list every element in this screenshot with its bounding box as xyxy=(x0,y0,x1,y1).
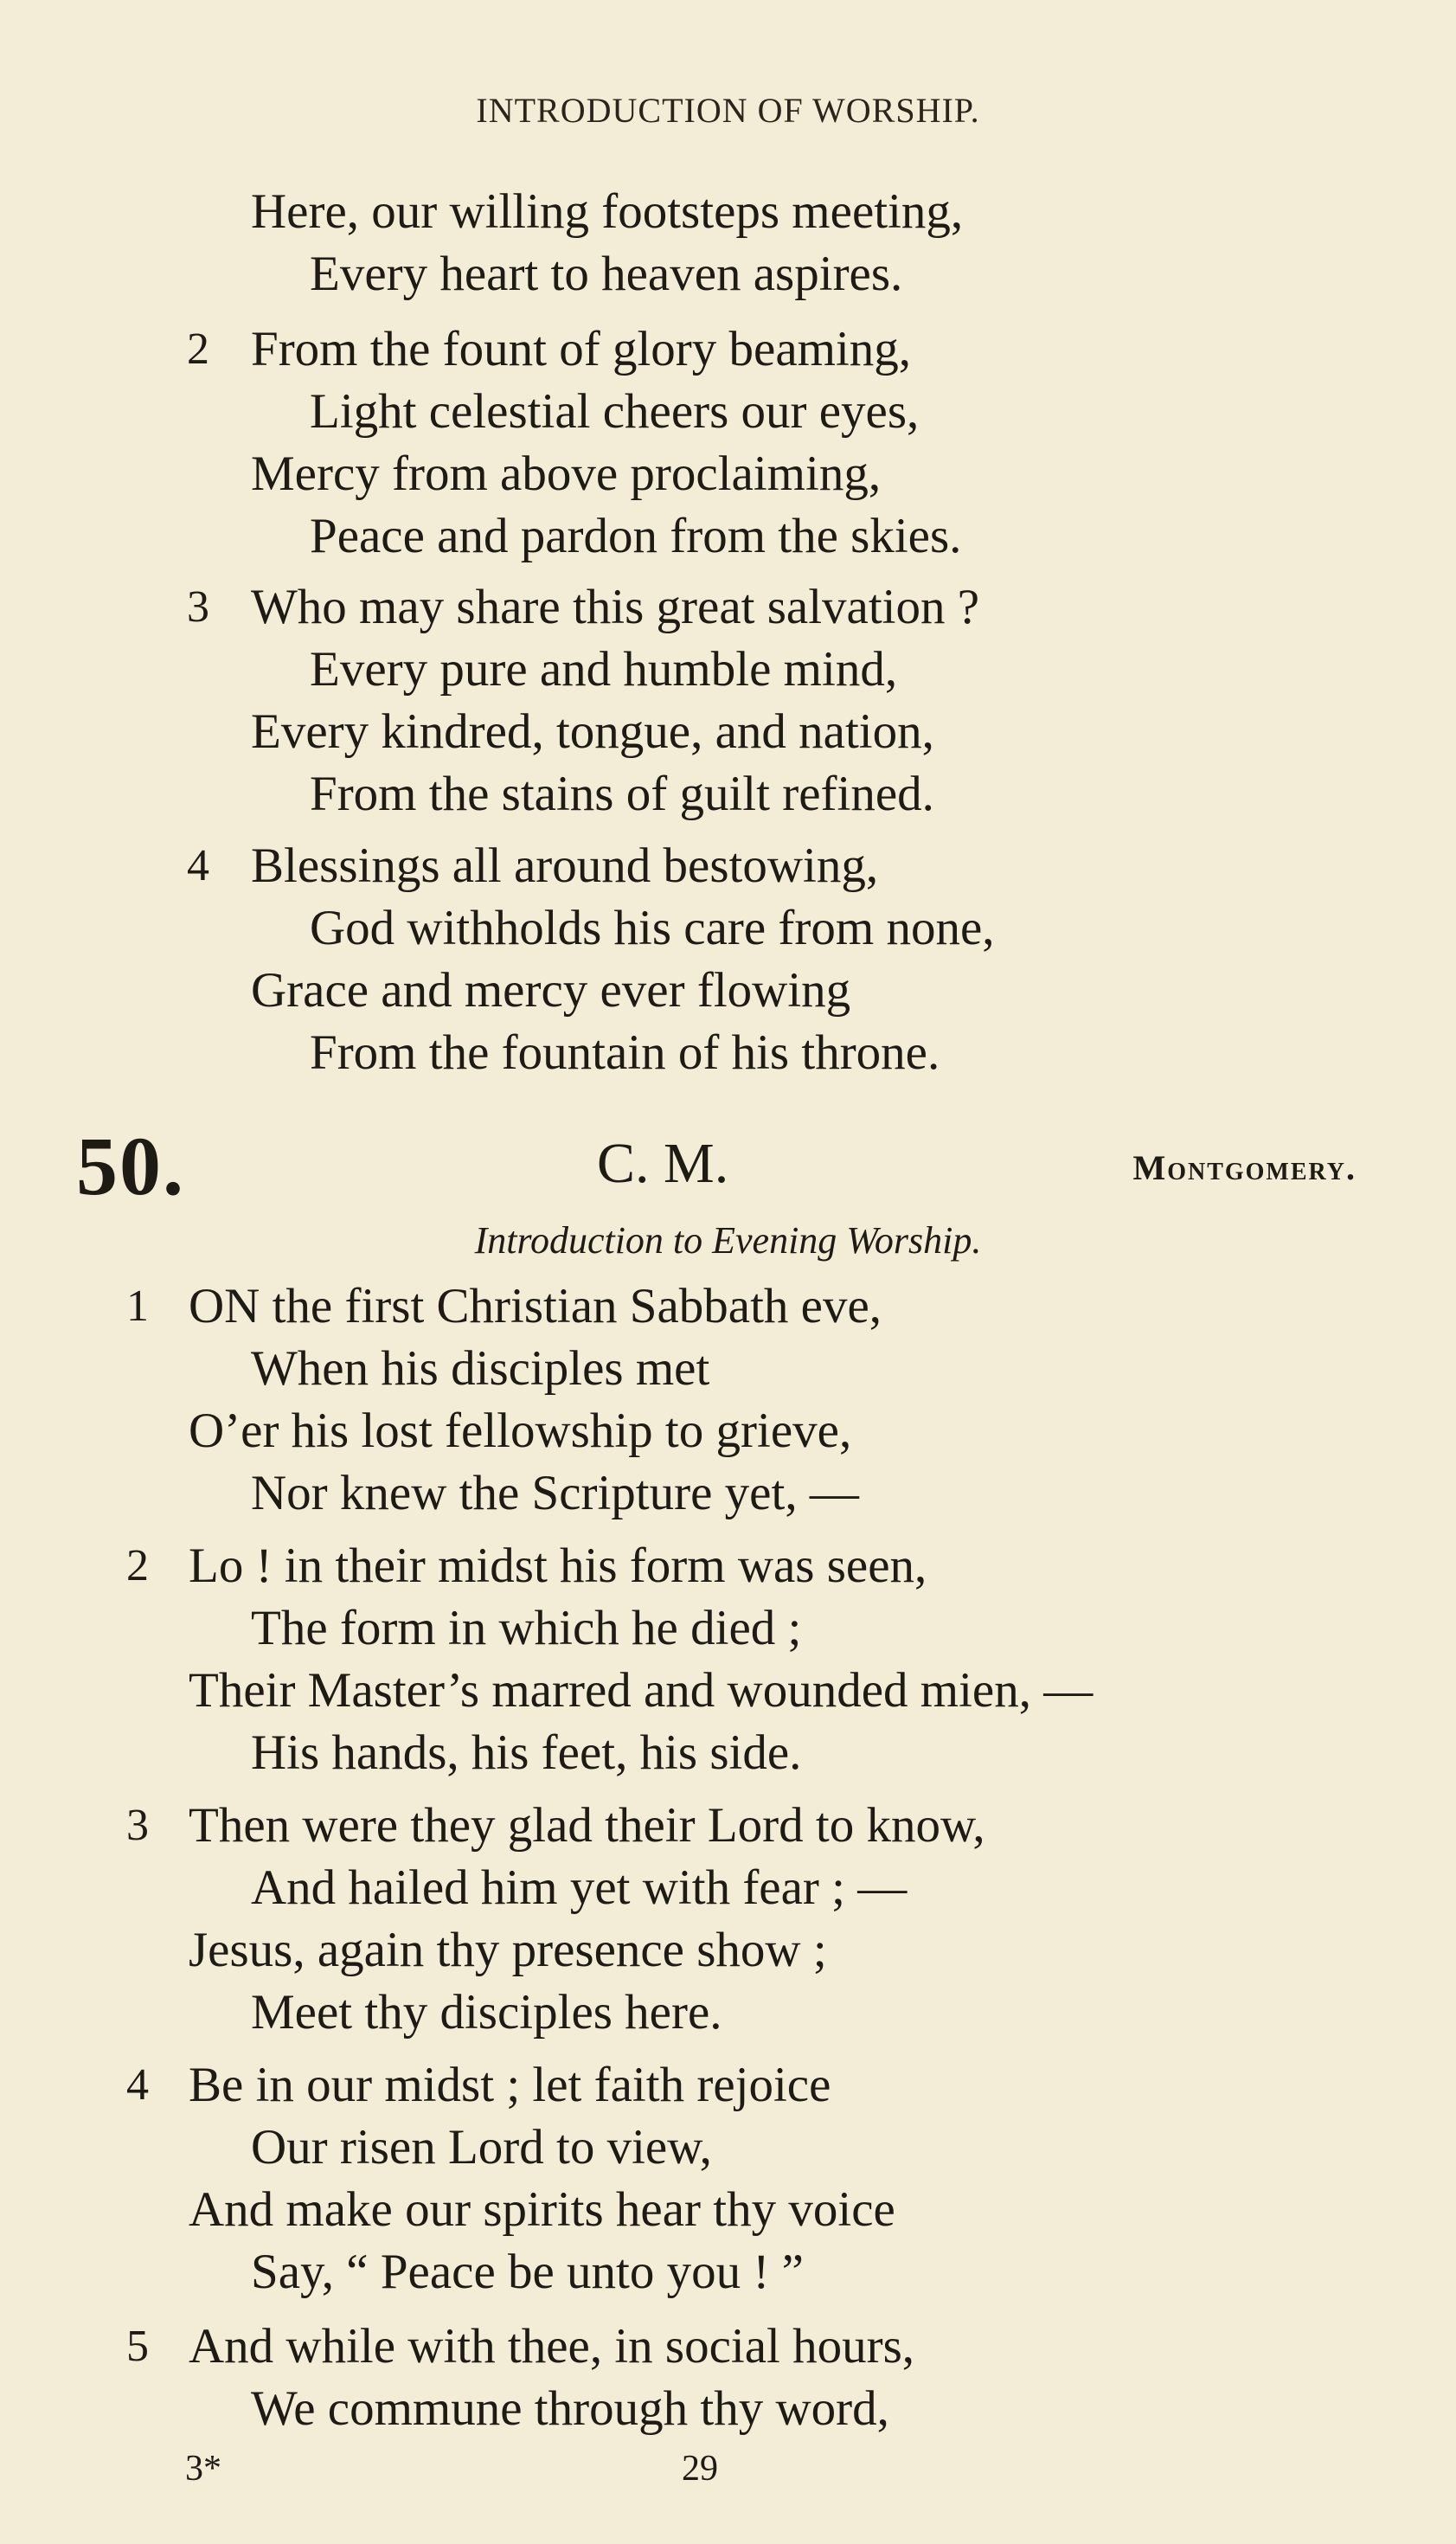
verse-line: Their Master’s marred and wounded mien, — xyxy=(189,1663,1094,1718)
verse-line: Blessings all around bestowing, xyxy=(251,838,879,893)
verse-line: We commune through thy word, xyxy=(251,2381,889,2436)
verse-line: Here, our willing footsteps meeting, xyxy=(251,184,964,239)
stanza-number: 2 xyxy=(187,324,209,374)
verse-line: Jesus, again thy presence show ; xyxy=(189,1923,827,1977)
hymn-author: Montgomery. xyxy=(1132,1148,1357,1187)
verse-line: And make our spirits hear thy voice xyxy=(189,2182,895,2237)
stanza-number: 3 xyxy=(187,582,209,632)
verse-line: And hailed him yet with fear ; — xyxy=(251,1860,908,1915)
verse-line: Lo ! in their midst his form was seen, xyxy=(189,1539,927,1593)
stanza-number: 1 xyxy=(126,1282,149,1331)
verse-line: Light celestial cheers our eyes, xyxy=(310,384,920,439)
verse-line: Then were they glad their Lord to know, xyxy=(189,1798,985,1853)
verse-line: Every heart to heaven aspires. xyxy=(310,247,903,301)
verse-line: Who may share this great salvation ? xyxy=(251,580,980,634)
verse-line: The form in which he died ; xyxy=(251,1601,802,1655)
verse-line: O’er his lost fellowship to grieve, xyxy=(189,1404,852,1458)
verse-line: God withholds his care from none, xyxy=(310,901,995,955)
stanza-number: 5 xyxy=(126,2322,149,2371)
stanza-number: 2 xyxy=(126,1541,149,1590)
verse-line: ON the first Christian Sabbath eve, xyxy=(189,1279,882,1333)
page-number: 29 xyxy=(682,2449,718,2489)
verse-line: And while with thee, in social hours, xyxy=(189,2319,915,2374)
verse-line: From the stains of guilt refined. xyxy=(310,767,934,821)
hymn-meter: C. M. xyxy=(597,1132,729,1195)
hymn-subtitle: Introduction to Evening Worship. xyxy=(474,1219,982,1262)
verse-line: When his disciples met xyxy=(251,1341,710,1396)
verse-line: From the fount of glory beaming, xyxy=(251,322,912,376)
verse-line: Every pure and humble mind, xyxy=(310,642,898,697)
verse-line: Grace and mercy ever flowing xyxy=(251,963,851,1018)
stanza-number: 4 xyxy=(187,841,209,890)
verse-line: His hands, his feet, his side. xyxy=(251,1725,802,1780)
verse-line: Our risen Lord to view, xyxy=(251,2120,712,2175)
verse-line: Every kindred, tongue, and nation, xyxy=(251,704,934,759)
stanza-number: 4 xyxy=(126,2060,149,2110)
verse-line: Mercy from above proclaiming, xyxy=(251,446,882,501)
running-head: INTRODUCTION OF WORSHIP. xyxy=(476,91,980,130)
hymn-number: 50. xyxy=(76,1120,185,1212)
signature-mark: 3* xyxy=(185,2449,221,2489)
verse-line: From the fountain of his throne. xyxy=(310,1025,940,1080)
verse-line: Nor knew the Scripture yet, — xyxy=(251,1466,859,1520)
verse-line: Meet thy disciples here. xyxy=(251,1985,722,2040)
stanza-number: 3 xyxy=(126,1801,149,1850)
verse-line: Say, “ Peace be unto you ! ” xyxy=(251,2245,804,2299)
verse-line: Be in our midst ; let faith rejoice xyxy=(189,2058,831,2112)
verse-line: Peace and pardon from the skies. xyxy=(310,509,962,563)
